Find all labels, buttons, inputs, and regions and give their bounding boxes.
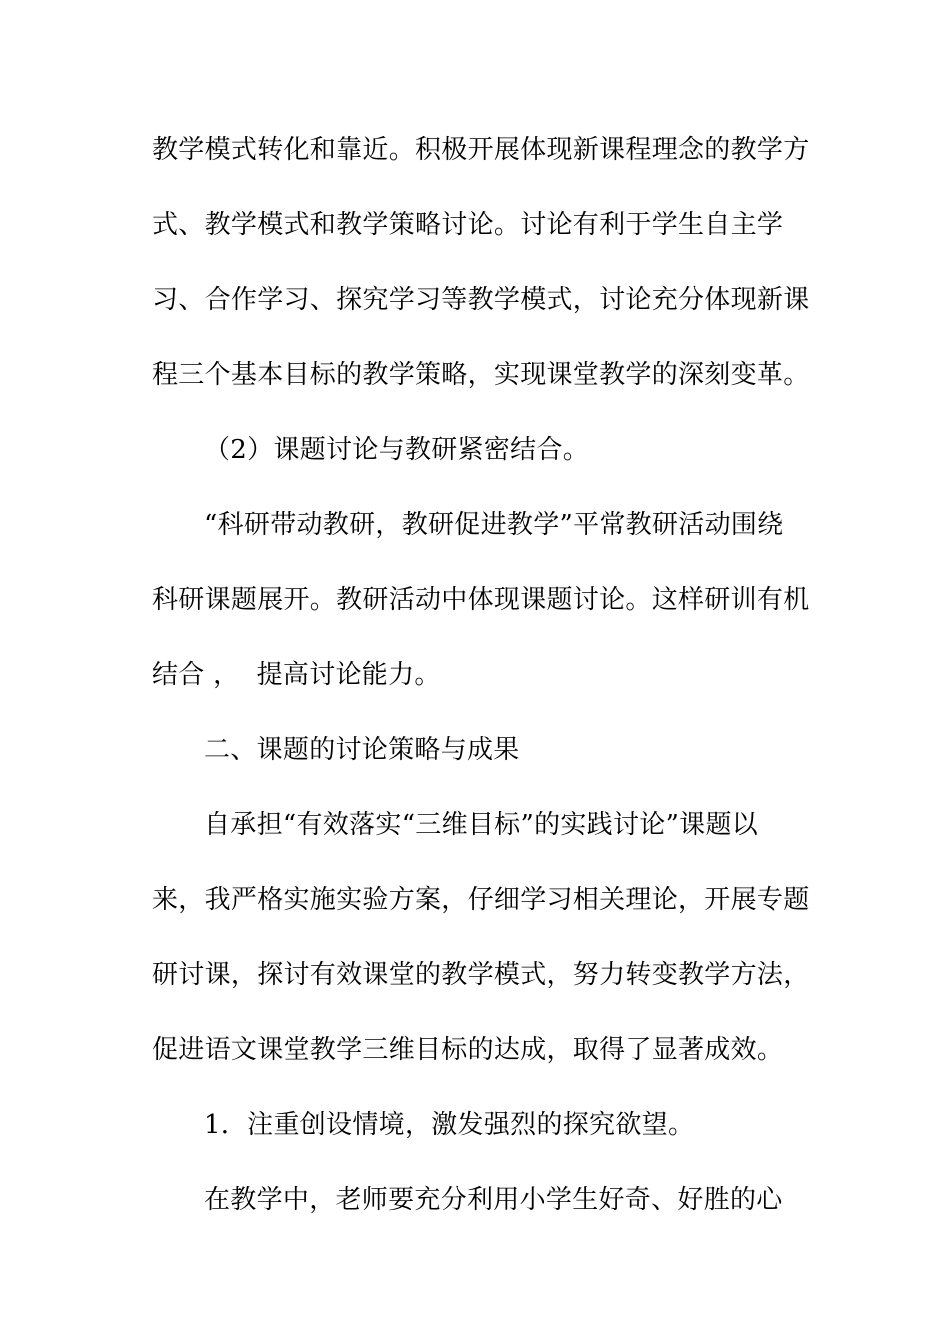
text-line-6: “科研带动教研，教研促进教学”平常教研活动围绕 xyxy=(204,510,784,540)
text-line-10: 自承担“有效落实“三维目标”的实践讨论”课题以 xyxy=(204,810,759,840)
section-heading-2: 二、课题的讨论策略与成果 xyxy=(204,735,520,765)
subheading-2: （2）课题讨论与教研紧密结合。 xyxy=(204,435,590,465)
text-line-4: 程三个基本目标的教学策略，实现课堂教学的深刻变革。 xyxy=(152,360,810,390)
text-line-8: 结合 ， 提高讨论能力。 xyxy=(152,660,441,690)
text-line-11: 来，我严格实施实验方案，仔细学习相关理论，开展专题 xyxy=(152,885,810,915)
text-line-15: 在教学中，老师要充分利用小学生好奇、好胜的心 xyxy=(204,1185,783,1215)
text-line-7: 科研课题展开。教研活动中体现课题讨论。这样研训有机 xyxy=(152,585,810,615)
text-line-12: 研讨课，探讨有效课堂的教学模式，努力转变教学方法， xyxy=(152,960,810,990)
text-line-2: 式、教学模式和教学策略讨论。讨论有利于学生自主学 xyxy=(152,210,784,240)
text-line-3: 习、合作学习、探究学习等教学模式，讨论充分体现新课 xyxy=(152,285,810,315)
text-line-13: 促进语文课堂教学三维目标的达成，取得了显著成效。 xyxy=(152,1035,784,1065)
subheading-1: 1．注重创设情境，激发强烈的探究欲望。 xyxy=(204,1110,695,1140)
text-line-1: 教学模式转化和靠近。积极开展体现新课程理念的教学方 xyxy=(152,135,810,165)
